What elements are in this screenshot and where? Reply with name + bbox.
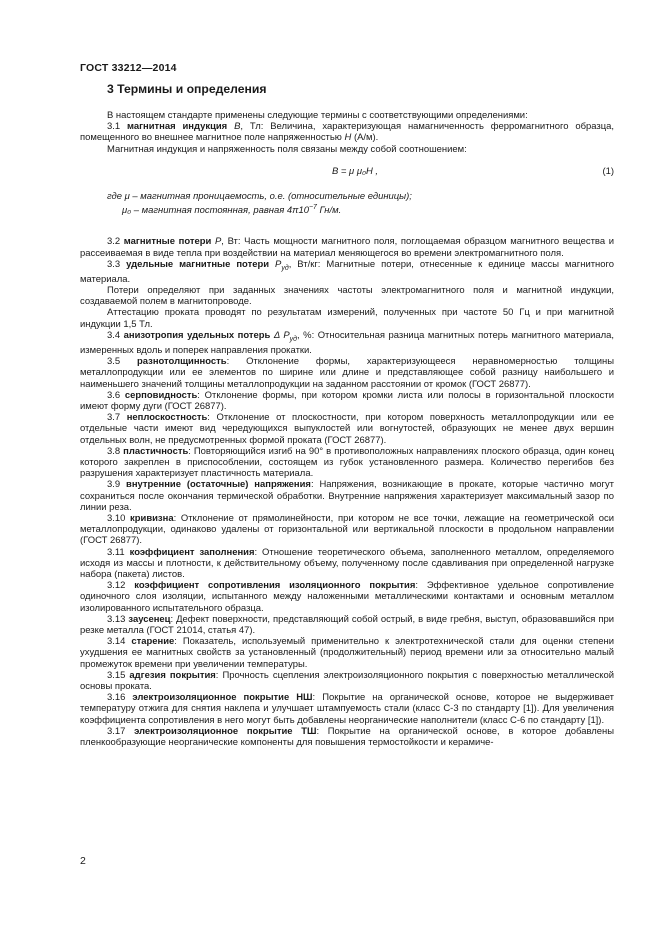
term-3-14: 3.14 старение: Показатель, используемый применительно к электротехнической стали для оценки степени ухудшения ее магнитных свойств за установленный (продолжительный) период времени или за относительно малый промежуток времени при увеличении температуры. xyxy=(80,636,614,670)
term-3-3: 3.3 удельные магнитные потери $P_{уд}$, Вт/кг: Магнитные потери, отнесенные к единице массы магнитного материала. xyxy=(80,258,614,285)
term-name: магнитные потери xyxy=(123,236,212,248)
paragraph-attestation: Аттестацию проката проводят по результатам измерений, полученных при частоте 50 Гц и при магнитной индукции 1,5 Тл. xyxy=(80,307,614,330)
term-3-10: 3.10 кривизна: Отклонение от прямолинейности, при котором не все точки, лежащие на геометрической оси металлопродукции, одинаково удалены от горизонтальной или вертикальной плоскости в продольном направлении (ГОСТ 26877). xyxy=(80,513,614,547)
formula xyxy=(80,163,614,181)
term-3-17: 3.17 электроизоляционное покрытие ТШ: Покрытие на органической основе, в которое добавлены пленкообразующие неорганические компоненты для повышения термостойкости и керамиче- xyxy=(80,725,614,749)
term-name: серповидность xyxy=(124,389,198,401)
legend-line-1: где μ – магнитная проницаемость, о.е. (относительные единицы); xyxy=(107,190,412,202)
term-name: электроизоляционное покрытие НШ xyxy=(132,692,313,704)
term-name: старение xyxy=(131,636,175,648)
term-3-15: 3.15 адгезия покрытия: Прочность сцепления электроизоляционного покрытия с поверхностью металлической основы проката. xyxy=(80,669,614,693)
term-name: анизотропия удельных потерь xyxy=(123,329,271,341)
term-3-6: 3.6 серповидность: Отклонение формы, при котором кромки листа или полосы в горизонтальной плоскости имеют форму дуги (ГОСТ 26877). xyxy=(80,389,614,412)
term-3-1: 3.1 магнитная индукция B, Тл: Величина, характеризующая намагниченность ферромагнитного образца, помещенного во внешнее магнитное поле напряженностью H (А/м). xyxy=(80,121,614,144)
term-name: магнитная индукция xyxy=(127,121,228,133)
term-name: разнотолщинность xyxy=(137,356,227,368)
term-3-16: 3.16 электроизоляционное покрытие НШ: Покрытие на органической основе, которое не выдерживает температуру отжига для снятия наклепа и улучшает штампуемость стали (класс С-3 по стандарту [1]). Для увеличения коэффициента сопротивления в него могут быть добавлены неорганические наполнители (класс С-6 по стандарту [1]). xyxy=(80,692,614,726)
relation-paragraph: Магнитная индукция и напряженность поля связаны между собой соотношением: xyxy=(107,143,467,155)
paragraph-losses: Потери определяют при заданных значениях частоты электромагнитного поля и магнитной индукции, создаваемой полем в магнитопроводе. xyxy=(80,285,614,308)
term-3-5: 3.5 разнотолщинность: Отклонение формы, характеризующееся неравномерностью толщины металлопродукции или ее элементов по ширине или длине и представляющее собой разницу наибольшего и наименьшего значений толщины металлопродукции на заданном расстоянии от кромок (ГОСТ 26877). xyxy=(80,356,614,390)
term-name: внутренние (остаточные) напряжения xyxy=(126,479,311,491)
formula-expression: B = μ μ₀H , xyxy=(332,165,379,177)
term-3-11: 3.11 коэффициент заполнения: Отношение теоретического объема, заполненного металлом, определяемого исходя из массы и плотности, к действительному объему, полученному после сдавливания при определенной нагрузке набора (пакета) листов. xyxy=(80,546,614,581)
term-3-2: 3.2 магнитные потери P, Вт: Часть мощности магнитного поля, поглощаемая образцом магнитного вещества и рассеиваемая в виде тепла при воздействии на материал меняющегося во времени электромагнитного поля. xyxy=(80,236,615,259)
section-title: 3 Термины и определения xyxy=(107,82,267,96)
standard-number: ГОСТ 33212—2014 xyxy=(80,62,177,74)
term-name: удельные магнитные потери xyxy=(126,258,270,270)
term-name: неплоскостность xyxy=(126,412,208,424)
term-name: кривизна xyxy=(130,513,174,525)
term-3-13: 3.13 заусенец: Дефект поверхности, представляющий собой острый, в виде гребня, выступ, образовавшийся при резке металла (ГОСТ 21014, статья 47). xyxy=(80,613,614,637)
formula-legend xyxy=(80,191,614,217)
term-3-8: 3.8 пластичность: Повторяющийся изгиб на 90° в противоположных направлениях плоского образца, один конец которого закреплен в приспособлении, состоящем из губок установленного размера. Количество перегибов без разрушения характеризует пластичность материала. xyxy=(80,445,614,480)
term-name: коэффициент заполнения xyxy=(129,546,255,558)
intro-paragraph: В настоящем стандарте применены следующие термины с соответствующими определениями: xyxy=(107,110,528,121)
term-name: пластичность xyxy=(123,445,189,457)
term-3-7: 3.7 неплоскостность: Отклонение от плоскостности, при котором поверхность металлопродукции или ее отдельные части имеют вид чередующихся выпуклостей или вогнутостей, образующих не менее двух вершин отдельных волн, не предусмотренных формой проката (ГОСТ 26877). xyxy=(80,412,614,446)
document-body xyxy=(80,110,614,748)
term-name: коэффициент сопротивления изоляционного покрытия xyxy=(134,580,416,592)
term-name: заусенец xyxy=(128,613,171,625)
term-3-9: 3.9 внутренние (остаточные) напряжения: Напряжения, возникающие в прокате, которые частично могут сохраниться после окончания термической обработки. Внутренние напряжения характеризует максимальный зазор по линии реза. xyxy=(80,479,614,513)
legend-line-2: μ₀ – магнитная постоянная, равная $4\pi 10^{-7}$ Гн/м. xyxy=(122,204,342,217)
term-3-12: 3.12 коэффициент сопротивления изоляционного покрытия: Эффективное удельное сопротивление одиночного слоя изоляции, испытанного между наложенными металлическими контактами и основным металлом изолированного испытательного образца. xyxy=(80,580,614,614)
page-number: 2 xyxy=(80,855,86,867)
term-3-4: 3.4 анизотропия удельных потерь Δ $P_{уд}$, %: Относительная разница магнитных потерь магнитного материала, измеренных вдоль и поперек направления прокатки. xyxy=(80,329,614,356)
term-name: электроизоляционное покрытие ТШ xyxy=(134,725,317,737)
formula-number: (1) xyxy=(602,165,614,177)
term-name: адгезия покрытия xyxy=(129,669,216,681)
